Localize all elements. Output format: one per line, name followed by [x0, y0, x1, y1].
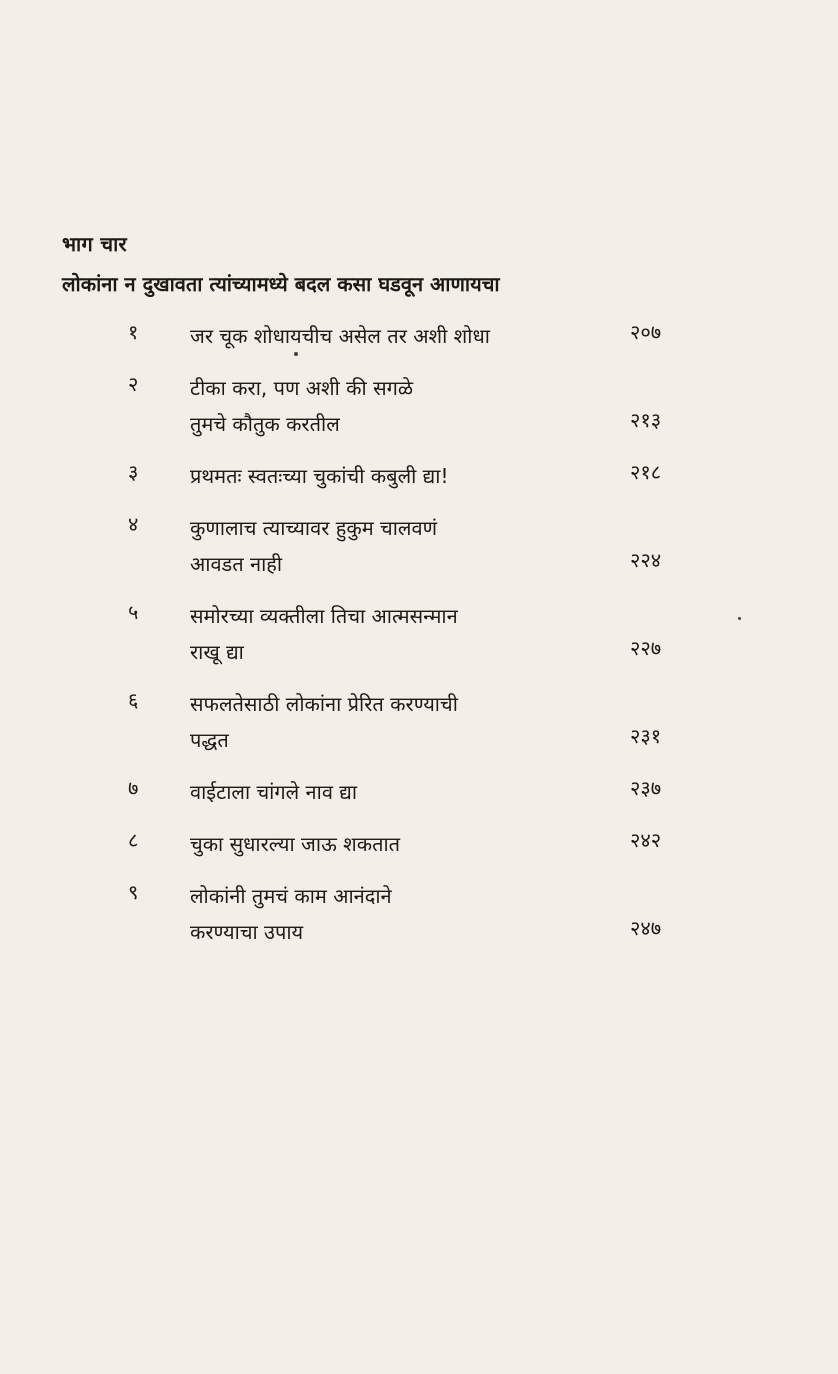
- chapter-title-continued: आवडत नाही: [190, 552, 283, 576]
- chapter-title-continued: करण्याचा उपाय: [190, 920, 304, 944]
- page-number: २३७: [630, 776, 662, 800]
- chapter-title-continued: पद्धत: [190, 728, 229, 752]
- ink-speck: [294, 352, 298, 356]
- toc-entry: [0, 318, 838, 370]
- chapter-title: कुणालाच त्याच्यावर हुकुम चालवणं: [190, 516, 438, 540]
- chapter-title-continued: तुमचे कौतुक करतील: [190, 412, 340, 436]
- chapter-number: १: [128, 320, 139, 344]
- part-label: भाग चार: [62, 232, 128, 256]
- toc-entry: [0, 878, 838, 966]
- chapter-title: प्रथमतः स्वतःच्या चुकांची कबुली द्या!: [190, 464, 449, 488]
- chapter-title: समोरच्या व्यक्तीला तिचा आत्मसन्मान: [190, 604, 458, 628]
- chapter-number: ७: [128, 776, 139, 800]
- chapter-number: २: [128, 372, 139, 396]
- page-number: २१३: [630, 408, 662, 432]
- page-number: २४२: [630, 828, 662, 852]
- chapter-number: ८: [128, 828, 139, 852]
- toc-entry: [0, 458, 838, 510]
- page-number: २४७: [630, 916, 662, 940]
- chapter-title: लोकांनी तुमचं काम आनंदाने: [190, 884, 392, 908]
- chapter-number: ९: [128, 880, 139, 904]
- toc-entry: [0, 826, 838, 878]
- toc-entry: [0, 510, 838, 598]
- chapter-title: टीका करा, पण अशी की सगळे: [190, 376, 414, 400]
- part-title: लोकांना न दुखावता त्यांच्यामध्ये बदल कसा घडवून आणायचा: [62, 272, 500, 296]
- chapter-title: जर चूक शोधायचीच असेल तर अशी शोधा: [190, 324, 490, 348]
- chapter-number: ३: [128, 460, 139, 484]
- page-number: २२४: [630, 548, 662, 572]
- chapter-title: सफलतेसाठी लोकांना प्रेरित करण्याची: [190, 692, 458, 716]
- page-number: २३१: [630, 724, 662, 748]
- page-number: २१८: [630, 460, 662, 484]
- toc-entry: [0, 598, 838, 686]
- chapter-title: चुका सुधारल्या जाऊ शकतात: [190, 832, 401, 856]
- chapter-number: ६: [128, 688, 139, 712]
- chapter-number: ४: [128, 512, 139, 536]
- page-number: २२७: [630, 636, 662, 660]
- chapter-title: वाईटाला चांगले नाव द्या: [190, 780, 358, 804]
- chapter-title-continued: राखू द्या: [190, 640, 244, 664]
- table-of-contents: [0, 318, 838, 966]
- toc-entry: [0, 370, 838, 458]
- chapter-number: ५: [128, 600, 139, 624]
- toc-entry: [0, 686, 838, 774]
- page-number: २०७: [630, 320, 662, 344]
- ink-speck: [738, 617, 741, 620]
- toc-entry: [0, 774, 838, 826]
